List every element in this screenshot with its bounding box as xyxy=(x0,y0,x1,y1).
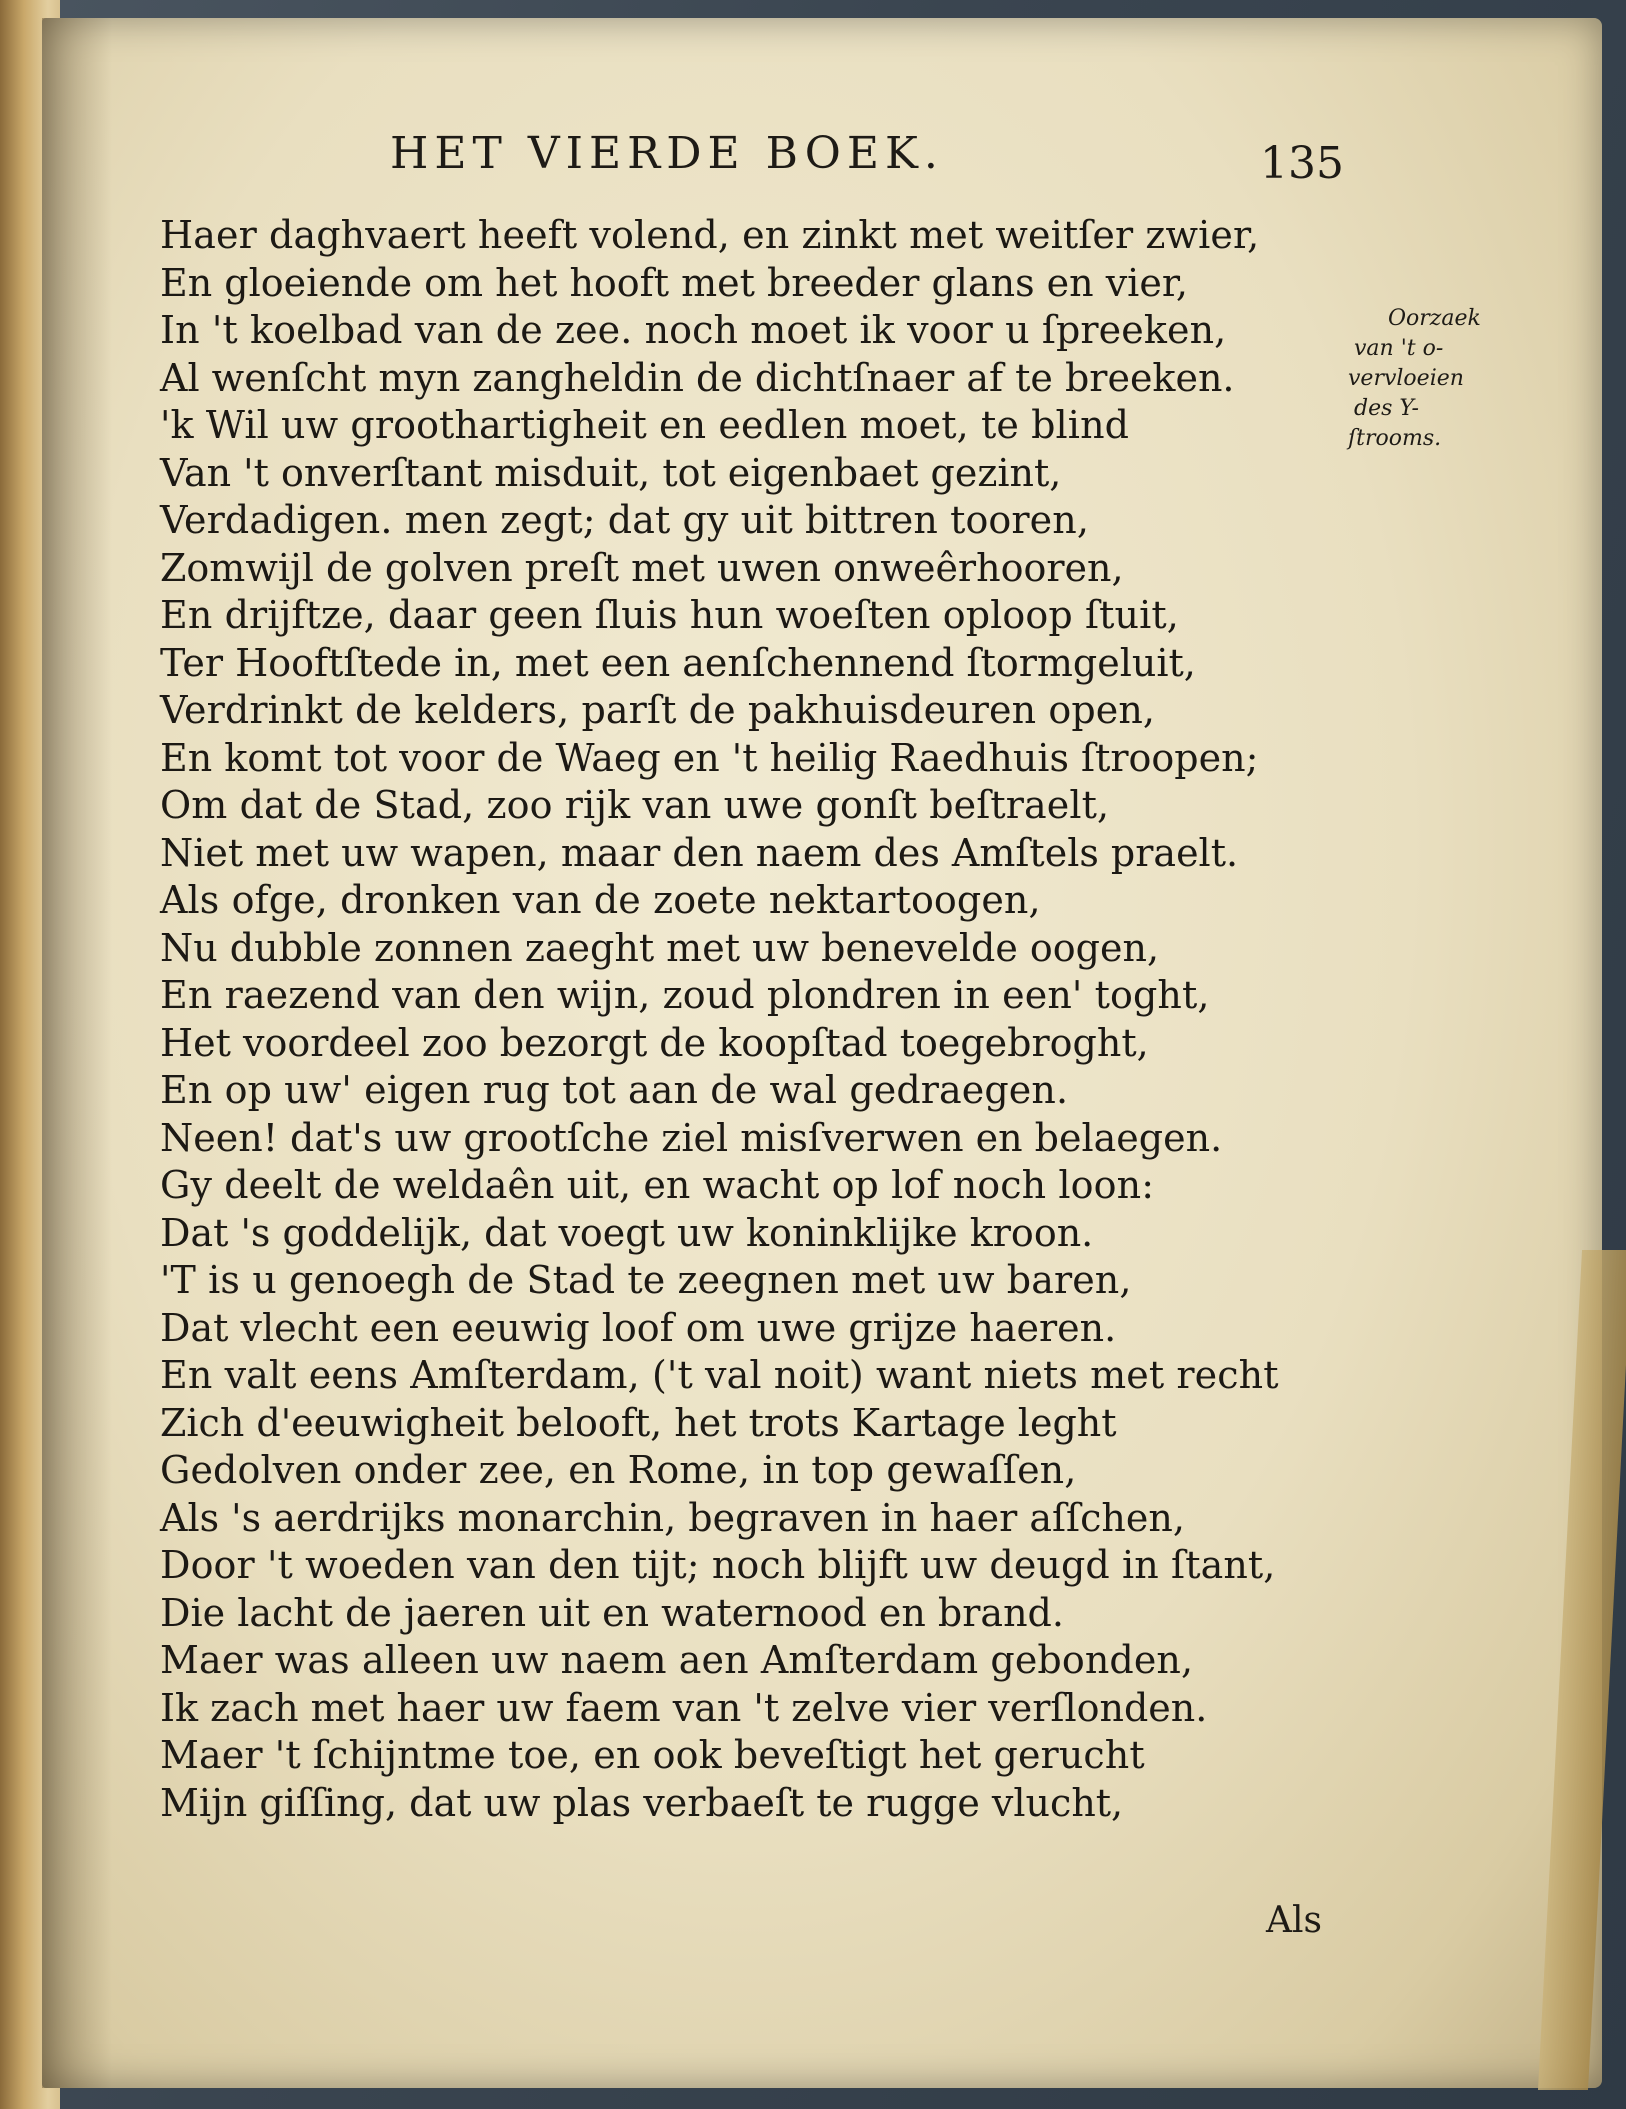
poem-line: Als ofge, dronken van de zoete nektartoogen, xyxy=(160,878,1041,922)
poem-line: En gloeiende om het hooft met breeder glans en vier, xyxy=(160,260,1188,305)
poem-line: Als 's aerdrijks monarchin, begraven in haer aſſchen, xyxy=(160,1495,1185,1540)
poem-line: 'k Wil uw groothartigheit en eedlen moet, te blind xyxy=(160,403,1130,447)
marginal-note-line: vervloeien xyxy=(1348,366,1464,391)
poem-line: Zomwijl de golven preſt met uwen onweêrhooren, xyxy=(160,545,1124,590)
poem-line: En drijftze, daar geen ſluis hun woeſten oploop ſtuit, xyxy=(160,593,1179,637)
marginal-note-line: Oorzaek xyxy=(1388,306,1481,331)
poem-line: En raezend van den wijn, zoud plondren in een' toght, xyxy=(160,973,1210,1017)
poem-line: Dat 's goddelijk, dat voegt uw koninklijke kroon. xyxy=(160,1210,1094,1255)
poem-line: Maer 't ſchijntme toe, en ook beveſtigt het gerucht xyxy=(160,1733,1145,1777)
poem-line: Die lacht de jaeren uit en waternood en brand. xyxy=(160,1590,1064,1635)
catchword: Als xyxy=(1266,1900,1322,1941)
page-number: 135 xyxy=(1260,138,1344,189)
page-header xyxy=(0,128,1626,188)
poem-line: En op uw' eigen rug tot aan de wal gedraegen. xyxy=(160,1068,1069,1112)
running-head: HET VIERDE BOEK. xyxy=(390,128,944,179)
marginal-note-line: van 't o- xyxy=(1354,336,1444,361)
poem-line: Om dat de Stad, zoo rijk van uwe gonſt beſtraelt, xyxy=(160,783,1110,827)
poem-line: Verdrinkt de kelders, parſt de pakhuisdeuren open, xyxy=(160,688,1156,732)
poem-line: Nu dubble zonnen zaeght met uw benevelde oogen, xyxy=(160,925,1160,970)
poem-text xyxy=(160,212,1340,1827)
poem-line: Niet met uw wapen, maar den naem des Amſtels praelt. xyxy=(160,830,1239,875)
poem-line: Van 't onverſtant misduit, tot eigenbaet gezint, xyxy=(160,450,1062,495)
poem-line: Verdadigen. men zegt; dat gy uit bittren tooren, xyxy=(160,498,1090,542)
gutter-shadow xyxy=(42,18,112,2088)
poem-line: Haer daghvaert heeft volend, en zinkt met weitſer zwier, xyxy=(160,213,1260,257)
poem-line: Maer was alleen uw naem aen Amſterdam gebonden, xyxy=(160,1638,1194,1682)
poem-line: Gy deelt de weldaên uit, en wacht op lof noch loon: xyxy=(160,1163,1155,1207)
poem-line: Zich d'eeuwigheit belooft, het trots Kartage leght xyxy=(160,1400,1117,1445)
poem-line: Ik zach met haer uw faem van 't zelve vier verſlonden. xyxy=(160,1685,1208,1730)
poem-line: En komt tot voor de Waeg en 't heilig Raedhuis ſtroopen; xyxy=(160,735,1259,780)
marginal-note-line: des Y- xyxy=(1354,396,1419,421)
poem-line: Dat vlecht een eeuwig loof om uwe grijze haeren. xyxy=(160,1305,1117,1350)
poem-line: Mijn giſſing, dat uw plas verbaeſt te rugge vlucht, xyxy=(160,1780,1124,1825)
poem-line: 'T is u genoegh de Stad te zeegnen met uw baren, xyxy=(160,1258,1132,1302)
marginal-note-line: ſtrooms. xyxy=(1348,426,1442,451)
poem-line: En valt eens Amſterdam, ('t val noit) want niets met recht xyxy=(160,1353,1279,1397)
poem-line: Ter Hooftſtede in, met een aenſchennend ſtormgeluit, xyxy=(160,640,1196,685)
poem-line: Gedolven onder zee, en Rome, in top gewaſſen, xyxy=(160,1448,1077,1492)
poem-line: Al wenſcht myn zangheldin de dichtſnaer af te breeken. xyxy=(160,355,1235,400)
marginal-note xyxy=(1340,304,1490,454)
poem-line: Het voordeel zoo bezorgt de koopſtad toegebroght, xyxy=(160,1020,1149,1065)
poem-line: In 't koelbad van de zee. noch moet ik voor u ſpreeken, xyxy=(160,308,1227,352)
poem-line: Door 't woeden van den tijt; noch blijft uw deugd in ſtant, xyxy=(160,1543,1276,1587)
poem-line: Neen! dat's uw grootſche ziel misſverwen en belaegen. xyxy=(160,1115,1223,1160)
